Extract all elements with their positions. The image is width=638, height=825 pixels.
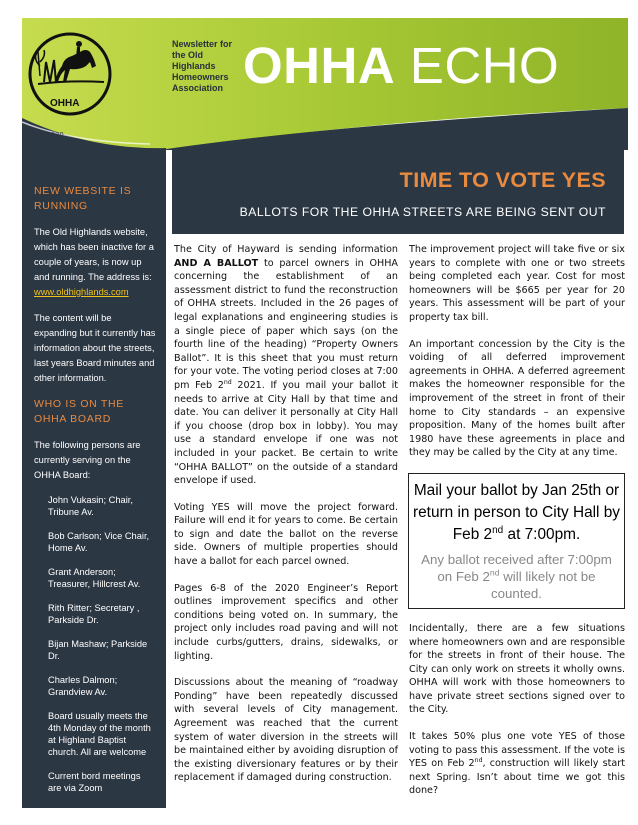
text-run: 2021. If you mail your ballot it needs to arrive at City Hall by that time and date. You can deliver it personally at City Hall if you choose (drop box in lobby). You may use a standard envelope if one was not included in your packet. Be certain to write “OHHA BALLOT” on the outside of a standard envelope if used. — [174, 379, 398, 487]
paragraph: Discussions about the meaning of “roadway Ponding” have been repeatedly discussed with several levels of City management. Agreement was reached that the current system of water diversion in the streets will be maintained either by avoiding disruption of the existing diversionary features or by their replacement if damaged during construction. — [174, 677, 398, 784]
newsletter-tagline: Newsletter for the Old Highlands Homeowners Association — [172, 39, 233, 93]
text-run: will likely not be counted. — [490, 568, 596, 601]
paragraph: An important concession by the City is the voiding of all deferred improvement agreements in OHHA. A deferred agreement makes the homeowner responsible for the improvement of the street in front of their home to City standards – an expensive proposition. Many of the homes built after 1980 have these agreements in place and they may be called by the City at any time. — [409, 338, 625, 459]
callout-note — [413, 551, 620, 602]
paragraph: Pages 6-8 of the 2020 Engineer’s Report outlines improvement specifics and other conditions being voted on. In summary, the project only includes road paving and will not include curbs/gutters, drains, sidewalks, or lighting. — [174, 582, 398, 662]
website-heading: NEW WEBSITE IS RUNNING — [34, 185, 132, 212]
paragraph: Voting YES will move the project forward. Failure will end it for years to come. Be certain to sign and date the ballot on the reverse side. Owners of multiple properties should have a ballot for each parcel owned. — [174, 501, 399, 568]
board-member: Bijan Mashaw; Parkside Dr. — [48, 639, 148, 661]
paragraph: Incidentally, there are a few situations where homeowners own and are responsible for the streets in front of their house. The City can only work on streets it wholly owns. OHHA will work with those homeowners to have private street sections signed over to the City. — [409, 622, 625, 716]
ohha-logo — [24, 22, 116, 130]
superscript: nd — [223, 378, 232, 386]
paragraph — [409, 730, 625, 798]
horse-rider-icon — [24, 22, 116, 130]
paragraph: The improvement project will take five or six years to complete with one or two streets being completed each year. Cost for most homeowners will be $665 per year for 20 years. This assessment will be part of your property tax bill. — [409, 244, 625, 323]
content-text: The content will be expanding but it currently has information about the streets, last years Board minutes and other information. — [34, 313, 156, 383]
article-title-band — [172, 150, 624, 234]
website-text — [34, 225, 156, 300]
text-run: It takes 50% plus one vote YES of those voting to pass this assessment. If the vote is YES on Feb 2 — [409, 731, 625, 770]
text-run: , construction will likely start next Spring. Isn’t about time we got this done? — [409, 758, 625, 797]
article-headline: TIME TO VOTE YES — [399, 168, 606, 192]
board-member: John Vukasin; Chair, Tribune Av. — [48, 495, 133, 517]
board-intro: The following persons are currently serving on the OHHA Board: — [34, 440, 141, 480]
newsletter-title — [243, 38, 559, 94]
website-link[interactable]: www.oldhighlands.com — [34, 287, 129, 297]
ballot-deadline-callout — [408, 473, 625, 609]
meeting-info: Board usually meets the 4th Monday of the month at Highland Baptist church. All are welcome — [48, 711, 151, 757]
article-column-right — [409, 243, 625, 811]
bold-text: AND A BALLOT — [174, 257, 259, 269]
title-rest: ECHO — [395, 37, 560, 94]
text-run: The City of Hayward is sending information — [174, 244, 398, 255]
masthead — [0, 0, 638, 150]
text-run: to parcel owners in OHHA concerning the establishment of an assessment district to fund the reconstruction of OHHA streets. Included in the 26 pages of legal explanations and engineering studies is a single piece of paper which says (on the fourth line of the heading) “Property Owners Ballot”. It is this sheet that you must return for your vote. The voting period closes at 7:00 pm Feb 2 — [174, 257, 398, 391]
issue-date: Dec 2020 — [30, 132, 64, 139]
zoom-info: Current bord meetings are via Zoom — [48, 771, 141, 793]
board-member: Grant Anderson; Treasurer, Hillcrest Av. — [48, 567, 141, 589]
superscript: nd — [492, 524, 504, 536]
svg-text:OHHA: OHHA — [50, 98, 80, 109]
text-run: Any ballot received after 7:00pm on Feb 2 — [421, 551, 612, 584]
title-bold: OHHA — [243, 37, 396, 94]
board-heading: WHO IS ON THE OHHA BOARD — [34, 398, 124, 425]
sidebar — [22, 150, 166, 808]
paragraph — [174, 243, 398, 488]
superscript: nd — [474, 757, 483, 765]
superscript: nd — [489, 567, 500, 578]
article-subhead: BALLOTS FOR THE OHHA STREETS ARE BEING SENT OUT — [239, 205, 606, 219]
text-run: at 7:00pm. — [503, 525, 581, 543]
board-member: Charles Dalmon; Grandview Av. — [48, 675, 118, 697]
board-member: Bob Carlson; Vice Chair, Home Av. — [48, 531, 150, 553]
website-text-body: The Old Highlands website, which has been inactive for a couple of years, is now up and running. The address is: — [34, 227, 154, 282]
callout-main — [413, 480, 620, 546]
article-column-left — [174, 243, 398, 798]
text-run: Mail your ballot by Jan 25th or return in person to City Hall by Feb 2 — [413, 481, 621, 543]
board-member: Rith Ritter; Secretary , Parkside Dr. — [48, 603, 140, 625]
